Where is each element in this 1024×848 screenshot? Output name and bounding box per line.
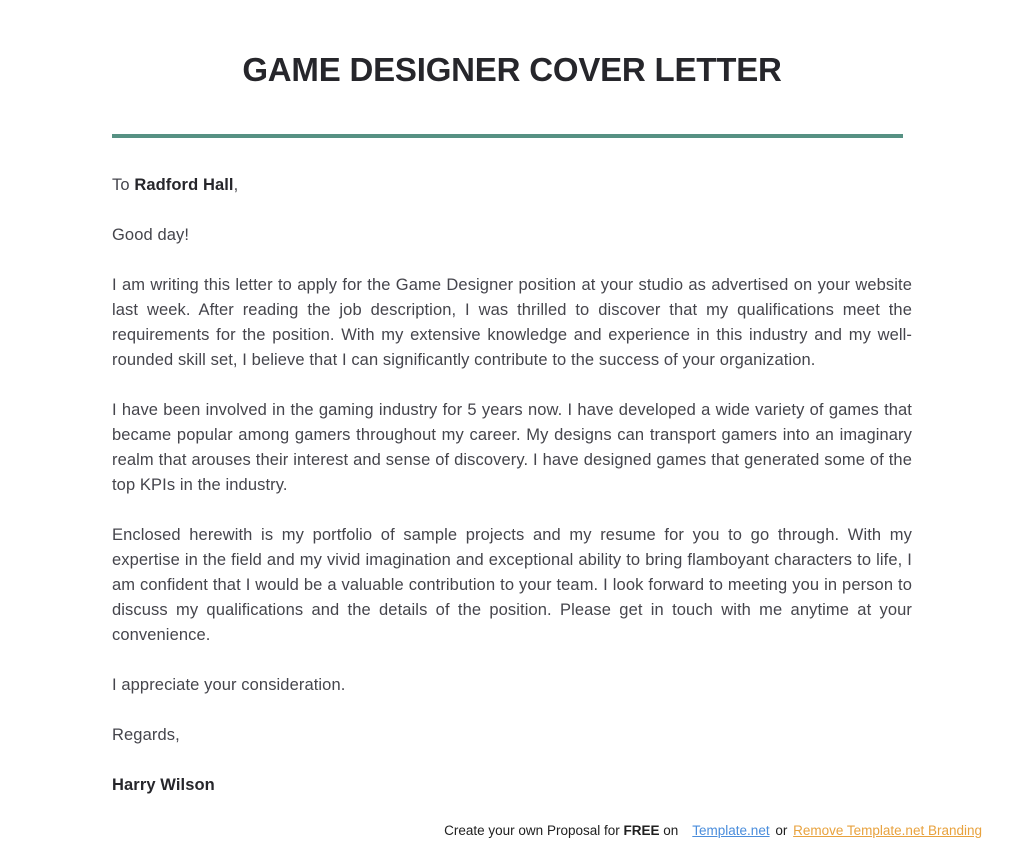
appreciation-line: I appreciate your consideration. xyxy=(112,676,346,694)
greeting-line: Good day! xyxy=(112,226,190,244)
salutation-prefix: To xyxy=(112,176,135,194)
remove-branding-link[interactable]: Remove Template.net Branding xyxy=(793,823,982,838)
recipient-name: Radford Hall xyxy=(134,176,234,194)
sender-name: Harry Wilson xyxy=(112,776,215,794)
title-divider xyxy=(112,134,903,138)
salutation-suffix: , xyxy=(233,176,239,194)
salutation xyxy=(112,173,912,198)
letter-body xyxy=(112,173,912,798)
page-title: GAME DESIGNER COVER LETTER xyxy=(242,51,782,88)
footer-or-label: or xyxy=(775,823,788,838)
signoff-line: Regards, xyxy=(112,726,180,744)
footer-prefix-text: Create your own Proposal for xyxy=(444,823,624,838)
footer-on-label: on xyxy=(659,823,679,838)
letter-paragraph: I am writing this letter to apply for the Game Designer position at your studio as advertised on your website last week. After reading the job description, I was thrilled to discover that my qualifications meet the requirements for the position. With my extensive knowledge and experience in this industry and my well-rounded skill set, I believe that I can significantly contribute to the success of your organization. xyxy=(112,276,912,369)
letter-paragraph: Enclosed herewith is my portfolio of sample projects and my resume for you to go through. With my expertise in the field and my vivid imagination and exceptional ability to bring flamboyant characters to life, I am confident that I would be a valuable contribution to your team. I look forward to meeting you in person to discuss my qualifications and the details of the position. Please get in touch with me anytime at your convenience. xyxy=(112,526,912,644)
letter-paragraph: I have been involved in the gaming industry for 5 years now. I have developed a wide variety of games that became popular among gamers throughout my career. My designs can transport gamers into an imaginary realm that arouses their interest and sense of discovery. I have designed games that generated some of the top KPIs in the industry. xyxy=(112,401,912,494)
branding-footer xyxy=(444,822,982,840)
footer-free-label: FREE xyxy=(623,823,660,838)
template-net-link[interactable]: Template.net xyxy=(692,823,770,838)
